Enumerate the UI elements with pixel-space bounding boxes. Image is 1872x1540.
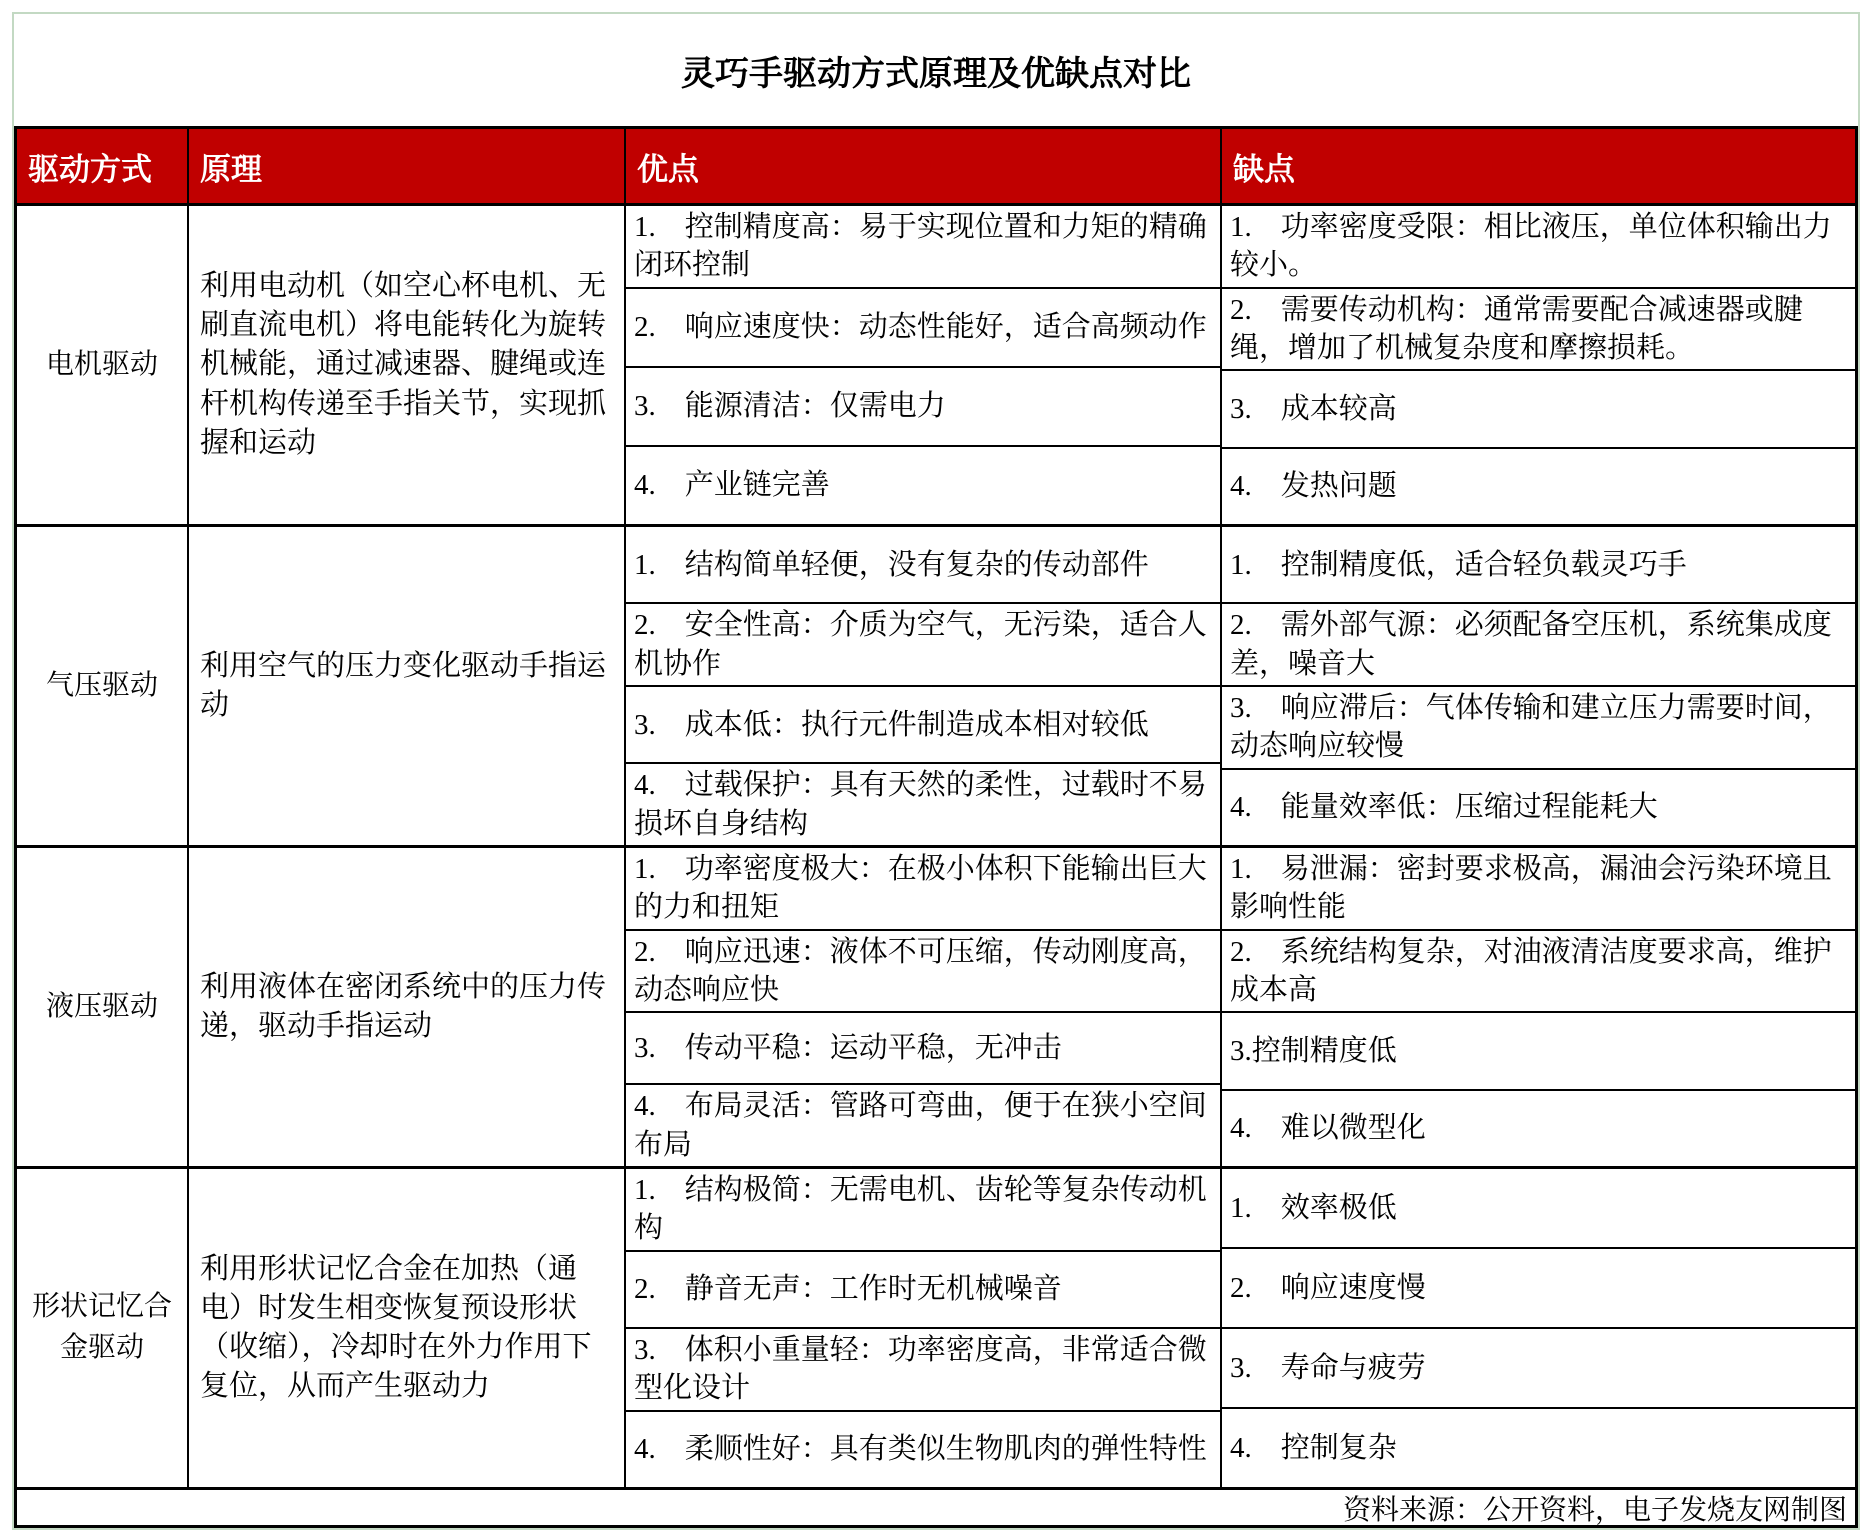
pro-item: 4. 产业链完善 xyxy=(626,445,1220,524)
con-item: 4. 控制复杂 xyxy=(1222,1407,1855,1487)
principle-cell: 利用电动机（如空心杯电机、无刷直流电机）将电能转化为旋转机械能，通过减速器、腱绳或连杆机构传递至手指关节，实现抓握和运动 xyxy=(189,206,626,524)
table-header-row xyxy=(17,129,1855,203)
table-row-pneumatic xyxy=(17,524,1855,845)
con-item: 1. 控制精度低，适合轻负载灵巧手 xyxy=(1230,548,1687,581)
pro-item: 4. 柔顺性好：具有类似生物肌肉的弹性特性 xyxy=(626,1410,1220,1487)
pro-item: 3. 成本低：执行元件制造成本相对较低 xyxy=(626,685,1220,762)
method-cell: 形状记忆合金驱动 xyxy=(17,1169,189,1487)
pro-item: 2. 静音无声：工作时无机械噪音 xyxy=(626,1250,1220,1327)
pro-item: 1. 功率密度极大：在极小体积下能输出巨大的力和扭矩 xyxy=(634,853,1207,924)
page-title: 灵巧手驱动方式原理及优缺点对比 xyxy=(681,55,1191,93)
con-item: 2. 需外部气源：必须配备空压机，系统集成度差，噪音大 xyxy=(1222,602,1855,685)
con-item: 3.控制精度低 xyxy=(1222,1011,1855,1088)
cons-cell xyxy=(1222,206,1855,524)
pro-item: 1. 控制精度高：易于实现位置和力矩的精确闭环控制 xyxy=(634,211,1207,282)
con-item: 3. 成本较高 xyxy=(1222,369,1855,446)
con-item: 2. 响应速度慢 xyxy=(1222,1247,1855,1327)
principle-cell: 利用空气的压力变化驱动手指运动 xyxy=(189,527,626,845)
pro-item: 2. 响应迅速：液体不可压缩，传动刚度高，动态响应快 xyxy=(626,929,1220,1012)
table-row-hydraulic xyxy=(17,845,1855,1166)
method-cell: 液压驱动 xyxy=(17,848,189,1166)
pro-item: 4. 过载保护：具有天然的柔性，过载时不易损坏自身结构 xyxy=(626,762,1220,845)
con-item: 4. 难以微型化 xyxy=(1222,1089,1855,1166)
cons-cell xyxy=(1222,848,1855,1166)
con-item: 3. 响应滞后：气体传输和建立压力需要时间，动态响应较慢 xyxy=(1222,685,1855,768)
pro-item: 1. 结构简单轻便，没有复杂的传动部件 xyxy=(634,548,1149,581)
cons-cell xyxy=(1222,1169,1855,1487)
con-item: 1. 易泄漏：密封要求极高，漏油会污染环境且影响性能 xyxy=(1230,853,1832,924)
con-item: 1. 效率极低 xyxy=(1230,1191,1397,1224)
header-pros: 优点 xyxy=(626,129,1222,203)
table-row-motor xyxy=(17,203,1855,524)
pro-item: 1. 结构极简：无需电机、齿轮等复杂传动机构 xyxy=(634,1174,1207,1245)
pros-cell xyxy=(626,1169,1222,1487)
pros-cell xyxy=(626,206,1222,524)
con-item: 3. 寿命与疲劳 xyxy=(1222,1327,1855,1407)
pro-item: 3. 体积小重量轻：功率密度高，非常适合微型化设计 xyxy=(626,1327,1220,1410)
pro-item: 3. 能源清洁：仅需电力 xyxy=(626,366,1220,445)
cons-cell xyxy=(1222,527,1855,845)
comparison-table xyxy=(14,126,1858,1528)
header-cons: 缺点 xyxy=(1233,151,1295,187)
principle-cell: 利用形状记忆合金在加热（通电）时发生相变恢复预设形状（收缩），冷却时在外力作用下复位，从而产生驱动力 xyxy=(189,1169,626,1487)
header-drive-method: 驱动方式 xyxy=(17,129,189,203)
source-note: 资料来源：公开资料，电子发烧友网制图 xyxy=(1342,1494,1847,1526)
table-row-sma xyxy=(17,1166,1855,1487)
con-item: 4. 能量效率低：压缩过程能耗大 xyxy=(1222,768,1855,845)
table-footer xyxy=(17,1487,1855,1525)
header-principle: 原理 xyxy=(189,129,626,203)
page-frame xyxy=(12,12,1860,1530)
con-item: 4. 发热问题 xyxy=(1222,447,1855,524)
method-cell: 电机驱动 xyxy=(17,206,189,524)
pro-item: 3. 传动平稳：运动平稳，无冲击 xyxy=(626,1011,1220,1083)
pro-item: 2. 响应速度快：动态性能好，适合高频动作 xyxy=(626,287,1220,366)
pro-item: 2. 安全性高：介质为空气，无污染，适合人机协作 xyxy=(626,602,1220,685)
pro-item: 4. 布局灵活：管路可弯曲，便于在狭小空间布局 xyxy=(626,1083,1220,1166)
pros-cell xyxy=(626,848,1222,1166)
con-item: 2. 需要传动机构：通常需要配合减速器或腱绳，增加了机械复杂度和摩擦损耗。 xyxy=(1222,287,1855,370)
pros-cell xyxy=(626,527,1222,845)
principle-cell: 利用液体在密闭系统中的压力传递，驱动手指运动 xyxy=(189,848,626,1166)
con-item: 1. 功率密度受限：相比液压，单位体积输出力较小。 xyxy=(1230,211,1832,282)
con-item: 2. 系统结构复杂，对油液清洁度要求高，维护成本高 xyxy=(1222,929,1855,1012)
method-cell: 气压驱动 xyxy=(17,527,189,845)
